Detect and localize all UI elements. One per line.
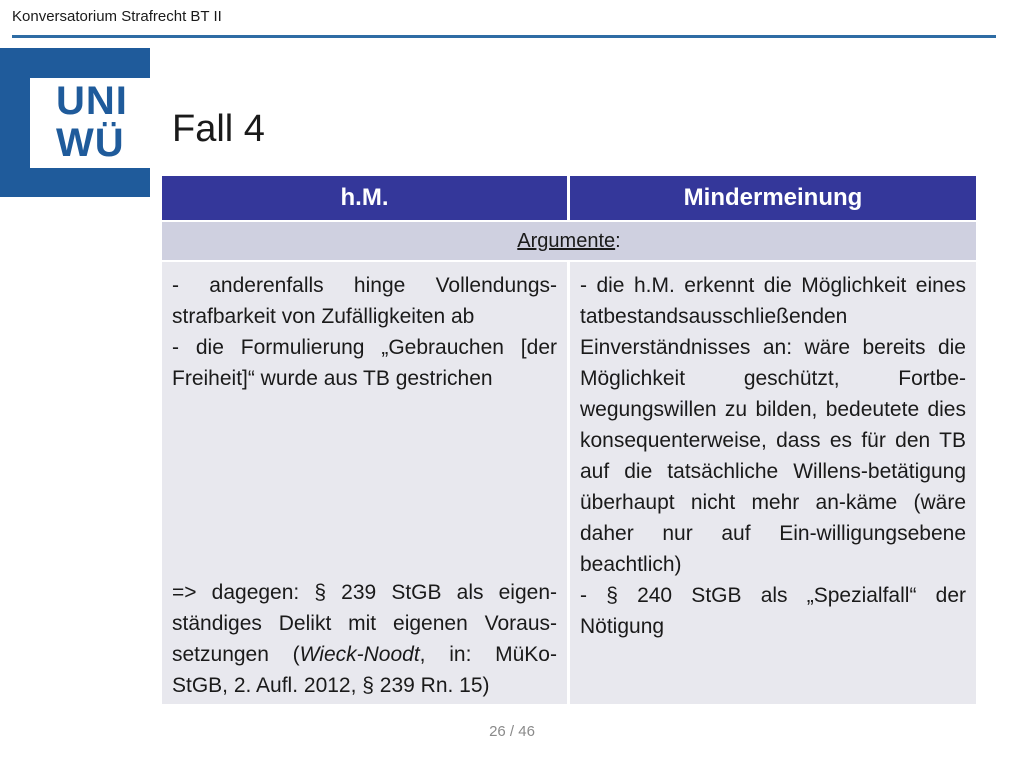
majority-argument-2: - die Formulierung „Gebrauchen [der Freiheit]“ wurde aus TB gestrichen xyxy=(172,336,557,390)
logo-line-1: UNI xyxy=(56,79,128,123)
slide-title: Fall 4 xyxy=(172,108,265,150)
minority-argument-1: - die h.M. erkennt die Möglichkeit eines tatbestandsausschließenden Einverständnisses an: wäre bereits die Möglichkeit geschützt, Fortbe-wegungswillen zu bilden, bedeutete dies konsequenterweise, dass es für den TB auf die tatsächliche Willens-betätigung überhaupt nicht mehr an-käme (wäre daher nur auf Ein-willigungsebene beachtlich) xyxy=(580,274,966,576)
majority-counterargument xyxy=(172,577,557,701)
majority-arguments-cell xyxy=(162,262,567,704)
majority-argument-1: - anderenfalls hinge Vollendungs-strafbarkeit von Zufälligkeiten ab xyxy=(172,274,557,328)
comparison-table xyxy=(162,176,976,704)
arguments-label: Argumente xyxy=(517,229,616,252)
minority-argument-2: - § 240 StGB als „Spezialfall“ der Nötigung xyxy=(580,584,966,638)
minority-arguments-cell xyxy=(570,262,976,704)
column-header-minority: Mindermeinung xyxy=(570,176,976,220)
citation-text: , in: MüKo-StGB, 2. Aufl. 2012, § 239 Rn. 15) xyxy=(172,643,557,697)
logo-wordmark xyxy=(56,80,128,164)
header-divider xyxy=(12,35,996,38)
citation-author: Wieck-Noodt xyxy=(299,643,420,666)
column-header-majority: h.M. xyxy=(162,176,567,220)
university-logo xyxy=(0,48,150,197)
counterargument-text: => dagegen: § 239 StGB als eigen-ständiges Delikt mit eigenen Voraus-setzungen ( xyxy=(172,581,557,666)
page-number: 26 / 46 xyxy=(489,723,535,740)
presentation-title: Konversatorium Strafrecht BT II xyxy=(12,8,222,25)
logo-line-2: WÜ xyxy=(56,121,125,165)
arguments-colon: : xyxy=(615,229,621,252)
arguments-subheader xyxy=(162,222,976,260)
